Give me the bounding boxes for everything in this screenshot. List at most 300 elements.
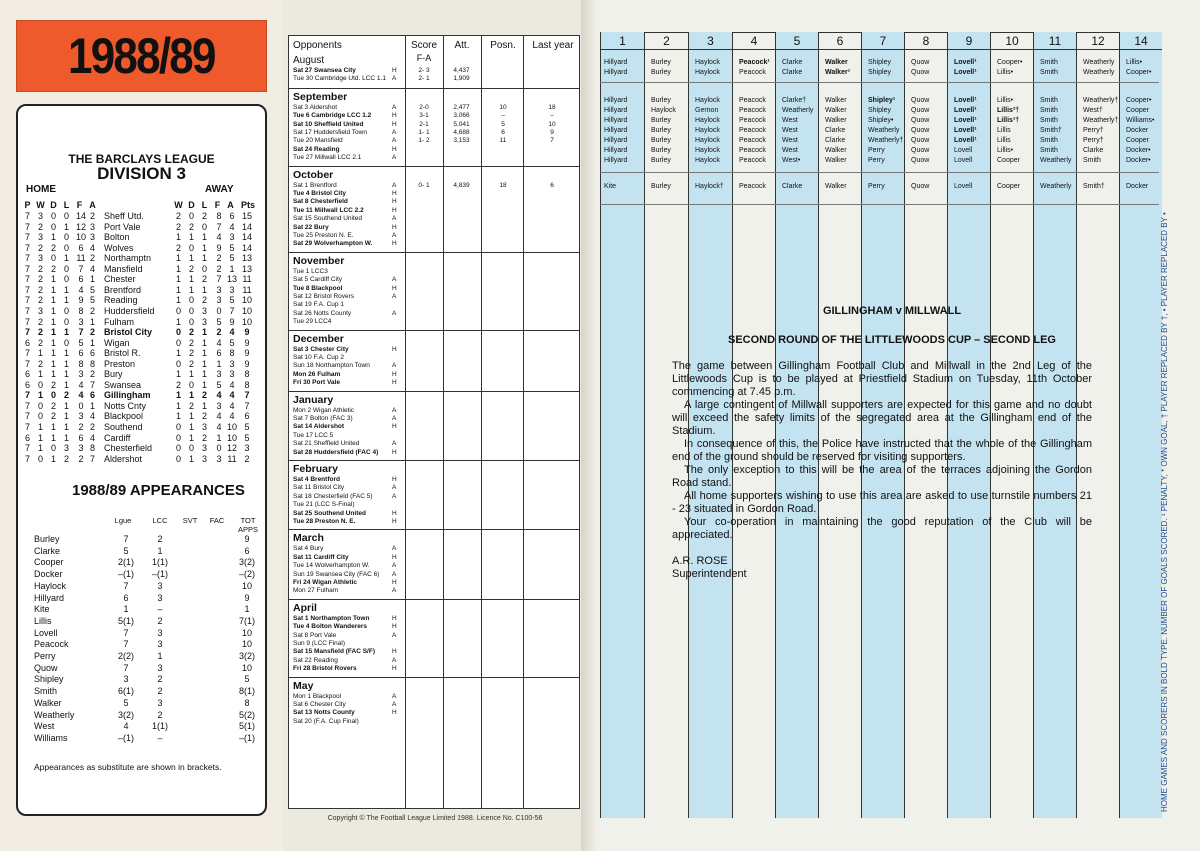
fixture-opponent: Tue 11 Millwall LCC 2.2: [293, 206, 364, 214]
league-cell-aa: 4: [229, 390, 235, 401]
league-cell-team: Gillingham: [104, 390, 151, 401]
league-row: [18, 222, 265, 233]
fixture-opponent: Fri 30 Port Vale: [293, 379, 340, 387]
fixture-opponent: Sat 8 Port Vale: [293, 631, 337, 639]
league-header-cell: F: [76, 200, 83, 210]
league-cell-pts: 7: [244, 390, 250, 401]
league-cell-hl: 2: [63, 390, 69, 401]
league-cell-hw: 0: [37, 400, 43, 411]
league-cell-ad: 0: [188, 379, 194, 390]
league-cell-pts: 11: [242, 274, 252, 285]
fixture-opponent: Sat 11 Cardiff City: [293, 553, 349, 561]
sheet-player: Weatherly†: [1083, 117, 1119, 124]
league-cell-hl: 0: [63, 242, 69, 253]
player-name: Peacock: [34, 639, 69, 650]
league-cell-hw: 2: [37, 221, 43, 232]
league-cell-hl: 1: [63, 221, 69, 232]
sheet-player: Shipley¹: [868, 97, 896, 104]
league-cell-aw: 1: [175, 284, 181, 295]
sheet-player: Lillis: [997, 137, 1011, 144]
sheet-player: Weatherly: [1083, 69, 1115, 76]
league-cell-al: 1: [201, 379, 207, 390]
fixture-opponent: Mon 26 Fulham: [293, 370, 341, 378]
notice-paragraph: In consequence of this, the Police have instructed that the whole of the Gillingham end of the ground should be reserved for visiting supporters.: [672, 438, 1092, 463]
league-cell-hd: 0: [50, 221, 56, 232]
league-cell-aa: 11: [227, 453, 237, 464]
league-cell-aa: 5: [229, 242, 235, 253]
league-cell-p: 6: [24, 379, 30, 390]
column-divider: [523, 36, 524, 808]
sheet-player: Clarke: [1083, 147, 1104, 154]
sheet-player: Hillyard: [604, 117, 628, 124]
league-cell-hw: 2: [37, 284, 43, 295]
month-block: [289, 460, 579, 525]
league-cell-hd: 0: [50, 211, 56, 221]
sheet-player: Cooper: [1126, 137, 1149, 144]
league-cell-team: Wigan: [104, 337, 130, 348]
league-cell-af: 3: [216, 453, 222, 464]
appearances-row: [18, 581, 265, 593]
lcc-apps: 3: [157, 592, 163, 603]
fixtures-table: [288, 35, 580, 809]
month-block: [289, 330, 579, 387]
fixture-venue: A: [392, 406, 397, 414]
league-cell-hl: 0: [63, 305, 69, 316]
player-name: Shipley: [34, 674, 64, 685]
league-cell-hw: 0: [37, 379, 43, 390]
sheet-player: Cooper: [997, 157, 1020, 164]
total-apps: 7(1): [238, 615, 255, 626]
fixture-score: 1- 1: [418, 128, 430, 136]
sheet-player: Burley: [651, 69, 671, 76]
sheet-player: Quow: [911, 117, 930, 124]
sheet-player: West: [782, 147, 798, 154]
season-banner: [16, 20, 267, 92]
league-cell-hl: 1: [63, 253, 69, 264]
total-apps: 10: [241, 639, 252, 650]
league-cell-hf: 2: [78, 453, 84, 464]
month-name: March: [293, 532, 324, 545]
league-cell-hd: 2: [50, 400, 56, 411]
lcc-apps: –: [157, 732, 163, 743]
league-cell-al: 1: [201, 284, 207, 295]
league-cell-hd: 2: [50, 411, 56, 422]
league-row: [18, 422, 265, 433]
fixture-opponent: Sat 3 Chester City: [293, 345, 349, 353]
sheet-player: Haylock: [695, 127, 720, 134]
fixture-opponent: Sat 1 Northampton Town: [293, 614, 370, 622]
league-cell-ha: 4: [89, 432, 95, 443]
appearances-header-row: [18, 516, 265, 534]
fixture-opponent: Tue 25 Preston N. E.: [293, 231, 354, 239]
league-cell-hw: 3: [37, 253, 43, 264]
league-header-cell: Pts: [241, 200, 256, 210]
league-cell-aw: 2: [175, 379, 181, 390]
league-cell-ad: 2: [188, 358, 194, 369]
league-cell-al: 3: [201, 422, 207, 432]
league-row: [18, 369, 265, 380]
fixture-opponent: Sat 29 Wolverhampton W.: [293, 240, 373, 248]
league-cell-team: Northamptn: [104, 253, 152, 264]
appearances-row: [18, 628, 265, 640]
league-cell-ad: 0: [188, 211, 194, 221]
league-cell-af: 2: [216, 327, 222, 338]
league-cell-ha: 1: [89, 274, 95, 285]
league-cell-hw: 2: [37, 358, 43, 369]
league-cell-aa: 4: [229, 379, 235, 390]
player-name: Clarke: [34, 545, 61, 556]
fixture-attendance: 3,153: [453, 137, 470, 145]
league-cell-team: Bristol R.: [104, 348, 141, 359]
sheet-player: Docker: [1126, 127, 1149, 134]
sheet-player: West•: [782, 157, 801, 164]
month-name: August: [293, 55, 325, 66]
lcc-apps: 2: [157, 686, 163, 697]
fixture-opponent: Sat 3 Aldershot: [293, 103, 338, 111]
sheet-player: Smith: [1040, 107, 1058, 114]
sheet-player: Weatherly: [1083, 59, 1115, 66]
league-cell-team: Bury: [104, 369, 123, 380]
fixture-venue: A: [392, 128, 397, 136]
league-cell-aw: 1: [175, 316, 181, 327]
league-cell-al: 2: [201, 211, 207, 221]
league-apps: –(1): [117, 732, 134, 743]
league-cell-hw: 2: [37, 316, 43, 327]
total-apps: 8: [244, 697, 250, 708]
sheet-player: Docker•: [1126, 157, 1151, 164]
league-cell-al: 1: [201, 348, 207, 359]
league-cell-hd: 2: [50, 263, 56, 274]
sheet-player: Peacock: [739, 127, 766, 134]
sheet-player: Haylock: [695, 147, 720, 154]
fixture-position: 6: [501, 128, 505, 136]
league-apps: 6: [123, 592, 129, 603]
sheet-player: Haylock: [695, 69, 720, 76]
league-cell-aa: 10: [226, 422, 237, 432]
fixtures-header-score-sub: F-A: [416, 53, 432, 63]
fixture-venue: H: [392, 345, 397, 353]
sheet-player: West: [782, 137, 798, 144]
appearances-row: [18, 733, 265, 745]
league-cell-af: 3: [216, 369, 222, 380]
league-apps: 5: [123, 545, 129, 556]
league-cell-hd: 1: [50, 274, 56, 285]
league-cell-aw: 1: [175, 232, 181, 243]
fixture-venue: A: [392, 154, 397, 162]
fixture-opponent: Sat 12 Bristol Rovers: [293, 292, 355, 300]
sheet-player: Haylock: [695, 157, 720, 164]
league-cell-aw: 1: [175, 253, 181, 264]
league-apps: –(1): [117, 569, 134, 580]
league-header-cell: P: [24, 200, 31, 210]
sheet-player: Kite: [604, 183, 617, 190]
fixture-attendance: 1,909: [453, 75, 470, 83]
league-cell-aa: 5: [229, 253, 235, 264]
fixture-opponent: Sat 4 Brentford: [293, 476, 340, 483]
player-name: Walker: [34, 697, 62, 708]
fixture-last-year: 7: [550, 137, 554, 145]
fixture-opponent: Sat 22 Bury: [293, 223, 329, 231]
league-row: [18, 327, 265, 338]
fixture-opponent: Sat 17 Huddersfield Town: [293, 128, 367, 136]
league-cell-p: 7: [24, 274, 30, 285]
notice-paragraph: A large contingent of Millwall supporters are expected for this game and no doubt will exceed the safety limits of the segregated area at the Gillingham end of the Stadium.: [672, 399, 1092, 437]
lcc-apps: 3: [157, 662, 163, 673]
league-cell-hf: 8: [78, 305, 84, 316]
total-apps: 9: [244, 592, 250, 603]
sheet-player: Shipley: [868, 59, 891, 66]
league-apps: 2(2): [117, 651, 134, 661]
league-cell-aw: 0: [175, 305, 181, 316]
league-cell-aw: 1: [175, 348, 181, 359]
fixture-attendance: 4,839: [453, 181, 470, 189]
league-cell-al: 1: [201, 358, 207, 369]
sheet-player: Burley: [651, 127, 671, 134]
league-cell-ad: 1: [188, 232, 194, 243]
appearances-row: [18, 616, 265, 628]
league-cell-hw: 2: [37, 263, 43, 274]
fixture-opponent: Sat 18 Chesterfield (FAC 5): [293, 492, 373, 500]
league-row: [18, 232, 265, 243]
sheet-player: Hillyard: [604, 69, 628, 76]
sheet-player: Lillis: [997, 127, 1011, 134]
sheet-row-separator: [600, 204, 1159, 205]
league-cell-al: 2: [201, 432, 207, 443]
league-cell-hd: 1: [50, 327, 56, 338]
fixture-opponent: Sat 10 F.A. Cup 2: [293, 353, 344, 361]
league-cell-aa: 3: [229, 284, 235, 295]
league-cell-af: 4: [216, 232, 222, 243]
total-apps: 9: [244, 534, 250, 544]
league-cell-af: 4: [216, 411, 222, 422]
sheet-player: Clarke: [782, 69, 803, 76]
league-cell-af: 4: [216, 390, 222, 401]
league-cell-aa: 4: [229, 327, 235, 338]
sheet-player: Lovell¹: [954, 59, 977, 66]
sheet-player: Lillis•: [997, 147, 1014, 154]
sheet-player: Hillyard: [604, 137, 628, 144]
sheet-player: Perry†: [1083, 137, 1104, 144]
league-cell-af: 1: [216, 432, 222, 443]
league-cell-hl: 1: [63, 400, 69, 411]
fixture-opponent: Sun 9 (LCC Final): [293, 639, 346, 647]
league-cell-af: 4: [216, 422, 222, 432]
sheet-player: Walker: [825, 117, 847, 124]
league-row: [18, 380, 265, 391]
league-cell-ad: 2: [188, 400, 194, 411]
league-cell-aa: 5: [229, 295, 235, 306]
sheet-player: Clarke: [825, 127, 846, 134]
column-divider: [443, 36, 444, 808]
key-side-text: HOME GAMES AND SCORERS IN BOLD TYPE. NUMBER OF GOALS SCORED. ¹ PENALTY, * OWN GOAL, † PLAYER REPLACED BY †, • PLAYER REPLACED BY •: [1160, 212, 1169, 812]
league-row: [18, 264, 265, 275]
sheet-player: Lovell¹: [954, 69, 977, 76]
league-row: [18, 317, 265, 328]
sheet-player: Docker: [1126, 183, 1149, 190]
sheet-player: Peacock: [739, 69, 766, 76]
sheet-player: Hillyard: [604, 157, 628, 164]
league-apps: 7: [123, 534, 129, 544]
league-cell-hf: 9: [78, 295, 84, 306]
fixture-opponent: Mon 27 Fulham: [293, 587, 339, 595]
fixture-opponent: Sat 15 Mansfield (FAC S/F): [293, 648, 375, 656]
sheet-player: Hillyard: [604, 97, 628, 104]
division-title: DIVISION 3: [97, 164, 186, 183]
fixture-score: 0- 1: [418, 181, 430, 189]
player-name: Haylock: [34, 580, 67, 591]
fixture-venue: H: [392, 198, 397, 206]
sheet-player: Perry: [868, 157, 885, 164]
player-name: Lovell: [34, 627, 58, 638]
league-apps: 7: [123, 662, 129, 673]
league-cell-al: 2: [201, 390, 207, 401]
appearances-row: [18, 651, 265, 663]
league-cell-ha: 3: [89, 232, 95, 243]
league-cell-ad: 0: [188, 305, 194, 316]
league-cell-ha: 1: [89, 337, 95, 348]
league-cell-p: 7: [24, 400, 30, 411]
league-cell-ha: 2: [89, 369, 95, 380]
league-row: [18, 285, 265, 296]
month-block: [289, 599, 579, 673]
league-cell-hw: 2: [37, 337, 43, 348]
fixture-opponent: Sat 21 Sheffield United: [293, 440, 360, 448]
league-cell-al: 3: [201, 305, 207, 316]
sheet-player: Burley: [651, 137, 671, 144]
fixture-venue: A: [392, 75, 397, 83]
month-name: October: [293, 168, 334, 181]
sheet-player: Clarke: [782, 183, 803, 190]
fixture-opponent: Sat 19 F.A. Cup 1: [293, 301, 344, 309]
sheet-player: Shipley: [868, 69, 891, 76]
sheet-player: Weatherly†: [868, 137, 904, 144]
fixture-venue: A: [392, 276, 397, 284]
league-cell-p: 7: [24, 327, 30, 338]
away-label: AWAY: [205, 184, 234, 195]
fixture-opponent: Sat 6 Chester City: [293, 700, 346, 708]
league-cell-ha: 7: [89, 453, 95, 464]
league-cell-hl: 0: [63, 316, 69, 327]
lcc-apps: –(1): [151, 569, 168, 580]
sheet-player: Quow: [911, 69, 930, 76]
sheet-column-number: 14: [1120, 32, 1162, 50]
league-cell-hf: 3: [78, 369, 84, 380]
league-cell-pts: 8: [244, 379, 250, 390]
league-cell-team: Notts Cnty: [104, 400, 147, 411]
match-notice: [672, 305, 1092, 581]
sheet-player: Walker: [825, 107, 847, 114]
league-cell-pts: 10: [241, 295, 252, 306]
fixture-venue: A: [392, 414, 397, 422]
league-cell-al: 2: [201, 295, 207, 306]
league-cell-aw: 1: [175, 274, 181, 285]
fixture-opponent: Tue 20 Mansfield: [293, 137, 343, 145]
league-header-cell: L: [63, 200, 70, 210]
fixture-opponent: Tue 17 LCC 5: [293, 431, 334, 439]
league-cell-af: 0: [216, 305, 222, 316]
fixture-venue: H: [392, 145, 397, 153]
fixture-opponent: Sat 15 Southend United: [293, 215, 363, 223]
league-cell-hf: 14: [75, 211, 86, 221]
fixtures-header-score: Score: [410, 40, 438, 51]
fixture-opponent: Sat 27 Swansea City: [293, 67, 356, 74]
fixture-venue: H: [392, 120, 397, 128]
sheet-column-number: 4: [733, 32, 775, 50]
fixture-score: 3-1: [419, 112, 429, 120]
league-cell-hf: 6: [78, 432, 84, 443]
fixture-opponent: Tue 4 Bolton Wanderers: [293, 623, 368, 631]
sheet-column-number: 10: [991, 32, 1033, 50]
fixture-score: 2- 3: [418, 67, 430, 74]
sheet-player: Smith: [1040, 69, 1058, 76]
fixture-score: 1- 2: [418, 137, 430, 145]
fixture-venue: H: [392, 509, 397, 517]
fixture-venue: H: [392, 623, 397, 631]
sheet-player: Burley: [651, 59, 671, 66]
fixture-venue: A: [392, 292, 397, 300]
league-cell-team: Aldershot: [104, 453, 143, 464]
league-cell-hl: 0: [63, 274, 69, 285]
league-cell-hd: 1: [50, 284, 56, 295]
fixture-opponent: Tue 30 Cambridge Utd. LCC 1.1: [293, 75, 386, 83]
fixture-venue: A: [392, 631, 397, 639]
player-name: Hillyard: [34, 592, 65, 603]
sheet-player: Quow: [911, 137, 930, 144]
league-cell-aw: 0: [175, 358, 181, 369]
league-cell-aw: 1: [175, 411, 181, 422]
league-cell-hl: 0: [63, 263, 69, 274]
league-cell-team: Bristol City: [104, 327, 153, 338]
league-cell-p: 6: [24, 369, 30, 380]
sheet-player: Clarke: [825, 137, 846, 144]
league-cell-hl: 1: [63, 358, 69, 369]
league-cell-aw: 0: [175, 337, 181, 348]
league-cell-hf: 7: [78, 263, 84, 274]
league-row: [18, 359, 265, 370]
notice-paragraph: The game between Gillingham Football Club and Millwall in the 2nd Leg of the Littlewoods Cup is to be played at Priestfield Stadium on Tuesday, 11th October commencing at 7.45 p.m.: [672, 360, 1092, 398]
fixture-opponent: Sat 26 Notts County: [293, 309, 352, 317]
league-cell-af: 0: [216, 443, 222, 454]
league-cell-pts: 9: [244, 348, 250, 359]
league-cell-ad: 1: [188, 432, 194, 443]
sheet-player: West: [782, 127, 798, 134]
fixture-venue: H: [392, 448, 397, 456]
sheet-column-number: 6: [819, 32, 861, 50]
fixtures-header-posn: Posn.: [490, 40, 516, 51]
sheet-player: Lovell¹: [954, 137, 977, 144]
notice-body: [672, 360, 1092, 542]
league-cell-af: 6: [216, 348, 222, 359]
league-cell-ad: 1: [188, 422, 194, 432]
sheet-player: Lovell¹: [954, 117, 977, 124]
league-cell-ad: 1: [188, 284, 194, 295]
league-cell-al: 1: [201, 369, 207, 380]
appearances-header-cell: SVT: [182, 516, 198, 525]
fixture-position: 11: [499, 137, 507, 145]
fixture-venue: H: [392, 518, 397, 525]
league-cell-pts: 9: [244, 337, 250, 348]
league-cell-aa: 8: [229, 348, 235, 359]
notice-signature-title: Superintendent: [672, 568, 747, 580]
league-row: [18, 401, 265, 412]
fixture-opponent: Tue 21 (LCC S-Final): [293, 501, 355, 509]
fixture-venue: A: [392, 545, 397, 553]
league-cell-team: Preston: [104, 358, 136, 369]
league-cell-hf: 11: [76, 253, 86, 264]
fixture-venue: A: [392, 103, 397, 111]
lcc-apps: 2: [157, 709, 163, 720]
league-row: [18, 306, 265, 317]
